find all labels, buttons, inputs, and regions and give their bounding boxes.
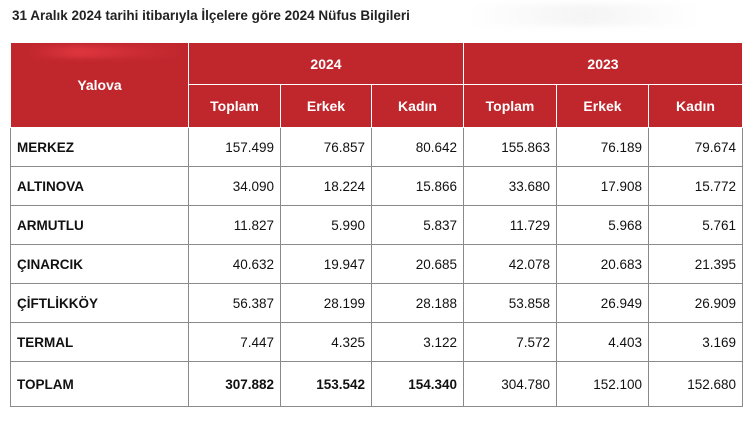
subheader-female-2024: Kadın [372, 85, 464, 128]
cell-total-2023: 7.572 [464, 323, 557, 362]
subheader-male-2024: Erkek [281, 85, 372, 128]
total-cell-male-2024: 153.542 [281, 362, 372, 407]
subheader-male-2023: Erkek [557, 85, 649, 128]
cell-total-2023: 155.863 [464, 128, 557, 167]
table-row [11, 206, 743, 245]
cell-total-2024: 11.827 [189, 206, 281, 245]
blurred-watermark [470, 4, 700, 26]
total-cell-total-2023: 304.780 [464, 362, 557, 407]
district-name: ARMUTLU [11, 206, 189, 245]
table-row [11, 284, 743, 323]
region-header-label: Yalova [77, 77, 122, 93]
cell-male-2023: 20.683 [557, 245, 649, 284]
cell-female-2023: 79.674 [649, 128, 743, 167]
population-table [10, 42, 743, 407]
cell-male-2024: 76.857 [281, 128, 372, 167]
total-row [11, 362, 743, 407]
cell-total-2024: 40.632 [189, 245, 281, 284]
cell-male-2023: 4.403 [557, 323, 649, 362]
cell-total-2024: 157.499 [189, 128, 281, 167]
district-name: TERMAL [11, 323, 189, 362]
page-title: 31 Aralık 2024 tarihi itibarıyla İlçelere göre 2024 Nüfus Bilgileri [12, 8, 410, 23]
cell-female-2024: 15.866 [372, 167, 464, 206]
table-row [11, 167, 743, 206]
region-header [11, 43, 189, 128]
district-name: MERKEZ [11, 128, 189, 167]
total-cell-female-2023: 152.680 [649, 362, 743, 407]
table-row [11, 245, 743, 284]
cell-total-2024: 56.387 [189, 284, 281, 323]
table-row [11, 128, 743, 167]
total-cell-total-2024: 307.882 [189, 362, 281, 407]
cell-male-2024: 4.325 [281, 323, 372, 362]
cell-female-2024: 5.837 [372, 206, 464, 245]
district-name: ALTINOVA [11, 167, 189, 206]
cell-total-2024: 34.090 [189, 167, 281, 206]
cell-total-2023: 42.078 [464, 245, 557, 284]
subheader-total-2023: Toplam [464, 85, 557, 128]
cell-total-2024: 7.447 [189, 323, 281, 362]
cell-female-2023: 5.761 [649, 206, 743, 245]
subheader-total-2024: Toplam [189, 85, 281, 128]
cell-total-2023: 33.680 [464, 167, 557, 206]
year-header-2023: 2023 [464, 43, 743, 85]
cell-female-2024: 20.685 [372, 245, 464, 284]
year-header-2024: 2024 [189, 43, 464, 85]
cell-female-2024: 28.188 [372, 284, 464, 323]
cell-female-2023: 15.772 [649, 167, 743, 206]
subheader-female-2023: Kadın [649, 85, 743, 128]
total-cell-female-2024: 154.340 [372, 362, 464, 407]
cell-male-2024: 19.947 [281, 245, 372, 284]
cell-male-2024: 18.224 [281, 167, 372, 206]
cell-female-2024: 3.122 [372, 323, 464, 362]
cell-total-2023: 11.729 [464, 206, 557, 245]
cell-total-2023: 53.858 [464, 284, 557, 323]
cell-male-2023: 76.189 [557, 128, 649, 167]
table-row [11, 323, 743, 362]
total-cell-male-2023: 152.100 [557, 362, 649, 407]
cell-female-2023: 3.169 [649, 323, 743, 362]
district-name: ÇİFTLİKKÖY [11, 284, 189, 323]
cell-male-2023: 17.908 [557, 167, 649, 206]
redacted-overlay [27, 46, 182, 58]
cell-male-2024: 28.199 [281, 284, 372, 323]
total-label: TOPLAM [11, 362, 189, 407]
cell-female-2023: 26.909 [649, 284, 743, 323]
cell-female-2023: 21.395 [649, 245, 743, 284]
cell-male-2023: 26.949 [557, 284, 649, 323]
cell-male-2024: 5.990 [281, 206, 372, 245]
district-name: ÇINARCIK [11, 245, 189, 284]
cell-female-2024: 80.642 [372, 128, 464, 167]
cell-male-2023: 5.968 [557, 206, 649, 245]
